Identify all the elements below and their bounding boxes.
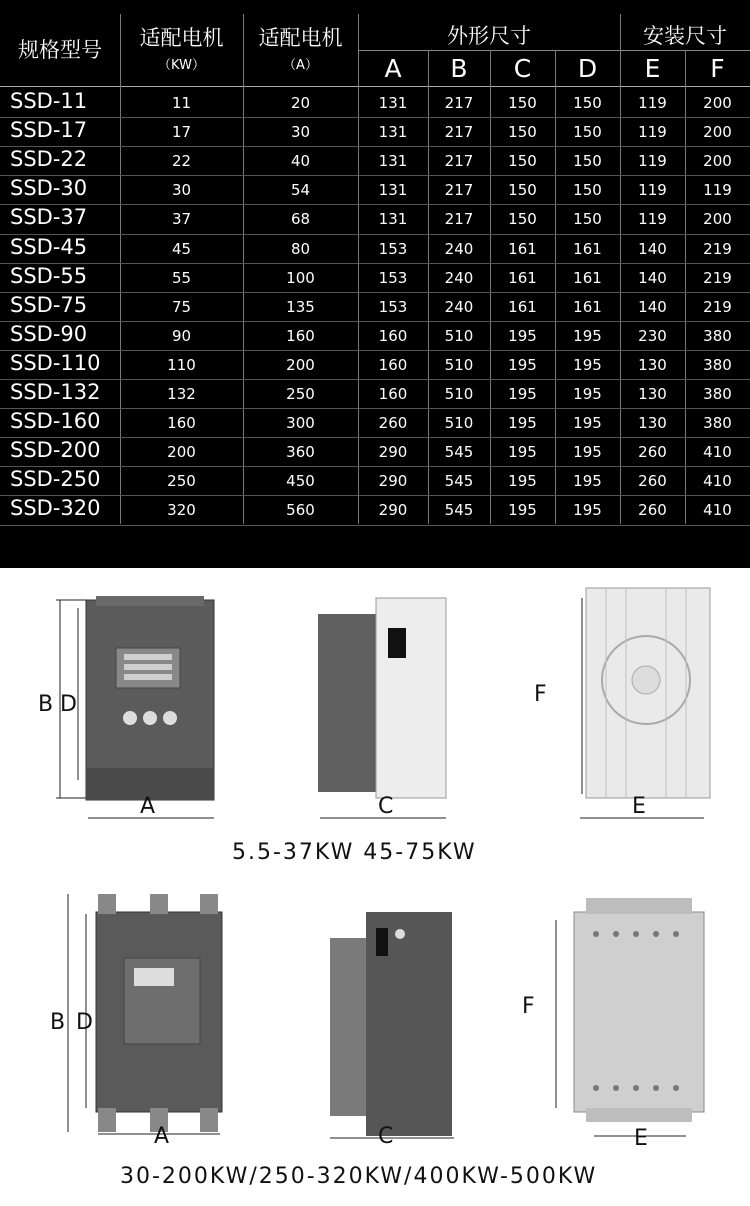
table-cell-model: SSD-55 <box>10 263 88 288</box>
table-cell: 45 <box>171 239 192 258</box>
table-cell: 360 <box>286 443 315 462</box>
table-cell: 150 <box>508 210 537 229</box>
dim-label-d: D <box>60 692 77 717</box>
table-cell: 119 <box>638 152 667 171</box>
table-cell: 40 <box>290 152 311 171</box>
header-mount: 安装尺寸 <box>643 24 727 48</box>
row-divider <box>0 175 750 176</box>
table-cell: 150 <box>508 123 537 142</box>
table-cell: 260 <box>638 501 667 520</box>
table-cell: 260 <box>378 414 408 433</box>
table-cell: 200 <box>703 152 732 171</box>
table-cell: 131 <box>378 210 408 229</box>
table-cell: 150 <box>508 181 537 200</box>
table-cell: 150 <box>573 210 602 229</box>
header-col-c: C <box>513 54 532 83</box>
table-cell-model: SSD-132 <box>10 380 101 404</box>
header-bottom-line <box>0 86 750 87</box>
table-cell: 450 <box>286 472 315 491</box>
table-cell: 160 <box>286 326 315 345</box>
table-cell: 545 <box>444 443 474 462</box>
table-cell: 131 <box>378 181 408 200</box>
table-cell-model: SSD-11 <box>10 89 88 113</box>
table-cell: 195 <box>573 326 602 345</box>
dim-label-a: A <box>140 794 156 819</box>
table-cell-model: SSD-30 <box>10 176 88 201</box>
table-cell: 195 <box>508 443 537 462</box>
dim-label-b: B <box>38 692 54 717</box>
back-view-small-unit <box>580 588 710 818</box>
table-cell-model: SSD-320 <box>10 496 101 521</box>
header-motor-kw: 适配电机 <box>139 26 224 50</box>
table-cell: 250 <box>167 472 196 491</box>
table-cell-model: SSD-75 <box>10 292 88 317</box>
table-cell-model: SSD-200 <box>10 438 101 463</box>
table-cell: 30 <box>290 123 311 142</box>
table-cell: 90 <box>171 326 192 345</box>
header-divider <box>358 50 750 51</box>
table-cell: 150 <box>508 94 537 112</box>
dim-label-e: E <box>634 1126 648 1151</box>
table-cell: 195 <box>573 501 602 520</box>
table-cell: 510 <box>444 355 474 374</box>
table-cell: 240 <box>444 268 474 287</box>
row-divider <box>0 437 750 438</box>
table-cell: 195 <box>508 414 537 433</box>
row-divider <box>0 350 750 351</box>
table-cell: 200 <box>703 123 732 142</box>
table-cell: 195 <box>508 326 537 345</box>
table-cell: 260 <box>638 443 667 462</box>
header-col-a: A <box>384 54 402 83</box>
table-cell: 153 <box>378 268 408 287</box>
table-cell: 140 <box>638 239 667 258</box>
dim-label-d: D <box>76 1010 93 1035</box>
row-divider <box>0 495 750 496</box>
row-divider <box>0 204 750 205</box>
table-cell: 230 <box>638 326 667 345</box>
table-cell: 250 <box>286 385 315 403</box>
dimension-drawings <box>0 568 750 1206</box>
table-cell-model: SSD-37 <box>10 205 88 230</box>
table-cell: 119 <box>638 210 667 229</box>
back-view-large-unit <box>556 898 704 1136</box>
table-cell: 380 <box>703 385 732 403</box>
header-motor-kw-unit: （KW） <box>158 58 205 73</box>
table-cell: 135 <box>286 297 315 316</box>
table-cell: 200 <box>703 210 732 229</box>
table-cell: 161 <box>508 297 537 316</box>
table-cell: 161 <box>573 268 602 287</box>
table-cell: 410 <box>703 501 732 520</box>
table-cell: 217 <box>444 181 474 200</box>
row-divider <box>0 525 750 526</box>
table-cell: 153 <box>378 239 408 258</box>
table-cell: 200 <box>286 355 315 374</box>
table-cell: 217 <box>444 152 474 171</box>
table-cell: 290 <box>378 443 408 462</box>
table-cell: 161 <box>508 239 537 258</box>
dim-label-e: E <box>632 794 646 819</box>
table-cell-model: SSD-22 <box>10 147 88 172</box>
table-cell: 150 <box>573 152 602 171</box>
row-divider <box>0 466 750 467</box>
caption-small-range: 5.5-37KW 45-75KW <box>232 840 477 865</box>
row-divider <box>0 234 750 235</box>
table-cell: 130 <box>638 355 667 374</box>
table-cell: 545 <box>444 501 474 520</box>
table-cell: 160 <box>378 385 408 403</box>
table-cell: 300 <box>286 414 315 433</box>
table-cell: 130 <box>638 414 667 433</box>
table-cell: 54 <box>290 181 311 200</box>
table-cell-model: SSD-90 <box>10 321 88 346</box>
table-cell: 545 <box>444 472 474 491</box>
row-divider <box>0 146 750 147</box>
table-cell: 380 <box>703 355 732 374</box>
front-view-small-unit <box>56 596 214 818</box>
table-cell-model: SSD-45 <box>10 234 88 259</box>
table-cell: 195 <box>573 385 602 403</box>
table-cell: 132 <box>167 385 196 403</box>
table-cell: 20 <box>290 94 311 112</box>
table-cell: 119 <box>703 181 732 200</box>
table-cell-model: SSD-250 <box>10 467 101 492</box>
table-cell: 150 <box>508 152 537 171</box>
header-model: 规格型号 <box>18 38 102 62</box>
table-cell: 17 <box>171 123 192 142</box>
header-col-d: D <box>577 54 598 83</box>
row-divider <box>0 117 750 118</box>
table-cell: 195 <box>573 355 602 374</box>
side-view-large-unit <box>330 912 454 1138</box>
table-cell: 217 <box>444 210 474 229</box>
header-motor-a: 适配电机 <box>258 26 343 50</box>
table-cell: 260 <box>638 472 667 491</box>
table-cell: 195 <box>508 385 537 403</box>
table-cell: 153 <box>378 297 408 316</box>
table-cell: 195 <box>573 472 602 491</box>
table-cell: 150 <box>573 94 602 112</box>
table-cell: 219 <box>703 297 732 316</box>
header-col-b: B <box>450 54 468 83</box>
table-cell: 195 <box>508 472 537 491</box>
table-cell: 200 <box>167 443 196 462</box>
dim-label-c: C <box>378 794 394 819</box>
row-divider <box>0 292 750 293</box>
table-cell: 219 <box>703 239 732 258</box>
table-cell: 37 <box>171 210 192 229</box>
table-cell: 200 <box>703 94 732 112</box>
table-cell: 150 <box>573 123 602 142</box>
dim-label-c: C <box>378 1124 394 1149</box>
table-cell: 22 <box>171 152 192 171</box>
table-cell: 195 <box>508 501 537 520</box>
table-cell: 161 <box>573 239 602 258</box>
table-cell: 510 <box>444 326 474 345</box>
table-cell: 161 <box>573 297 602 316</box>
table-cell: 219 <box>703 268 732 287</box>
table-cell: 290 <box>378 501 408 520</box>
table-cell: 410 <box>703 472 732 491</box>
header-motor-a-unit: （A） <box>283 58 318 73</box>
table-cell: 150 <box>573 181 602 200</box>
table-cell: 380 <box>703 414 732 433</box>
table-cell: 131 <box>378 94 408 112</box>
row-divider <box>0 263 750 264</box>
header-col-f: F <box>710 54 725 83</box>
table-cell-model: SSD-110 <box>10 350 101 375</box>
table-cell: 320 <box>167 501 196 520</box>
table-cell: 510 <box>444 414 474 433</box>
table-cell: 240 <box>444 239 474 258</box>
spec-table <box>0 0 750 568</box>
dim-label-f: F <box>522 994 535 1019</box>
table-cell: 160 <box>378 326 408 345</box>
dim-label-f: F <box>534 682 547 707</box>
table-cell: 217 <box>444 94 474 112</box>
table-cell: 290 <box>378 472 408 491</box>
table-cell: 140 <box>638 268 667 287</box>
header-outline: 外形尺寸 <box>447 24 531 48</box>
header-col-e: E <box>644 54 661 83</box>
drawings-section <box>0 568 750 1206</box>
table-cell: 119 <box>638 181 667 200</box>
table-cell-model: SSD-160 <box>10 409 101 434</box>
dim-label-a: A <box>154 1124 170 1149</box>
table-cell: 119 <box>638 94 667 112</box>
table-cell: 131 <box>378 123 408 142</box>
table-cell: 140 <box>638 297 667 316</box>
table-cell: 55 <box>171 268 192 287</box>
table-cell: 217 <box>444 123 474 142</box>
table-cell: 195 <box>573 443 602 462</box>
table-cell: 510 <box>444 385 474 403</box>
row-divider <box>0 379 750 380</box>
dim-label-b: B <box>50 1010 66 1035</box>
table-cell: 380 <box>703 326 732 345</box>
row-divider <box>0 321 750 322</box>
table-cell-model: SSD-17 <box>10 118 88 143</box>
table-cell: 110 <box>167 355 196 374</box>
table-cell: 30 <box>171 181 192 200</box>
table-cell: 560 <box>286 501 315 520</box>
table-cell: 161 <box>508 268 537 287</box>
table-cell: 195 <box>573 414 602 433</box>
row-divider <box>0 408 750 409</box>
table-cell: 80 <box>290 239 311 258</box>
table-cell: 160 <box>167 414 196 433</box>
table-cell: 131 <box>378 152 408 171</box>
table-cell: 68 <box>290 210 311 229</box>
table-cell: 160 <box>378 355 408 374</box>
table-cell: 100 <box>286 268 315 287</box>
table-cell: 195 <box>508 355 537 374</box>
table-cell: 240 <box>444 297 474 316</box>
table-cell: 130 <box>638 385 667 403</box>
side-view-small-unit <box>318 598 446 818</box>
table-cell: 75 <box>171 297 192 316</box>
caption-large-range: 30-200KW/250-320KW/400KW-500KW <box>120 1164 598 1189</box>
table-cell: 119 <box>638 123 667 142</box>
table-cell: 410 <box>703 443 732 462</box>
table-cell: 11 <box>171 94 192 112</box>
